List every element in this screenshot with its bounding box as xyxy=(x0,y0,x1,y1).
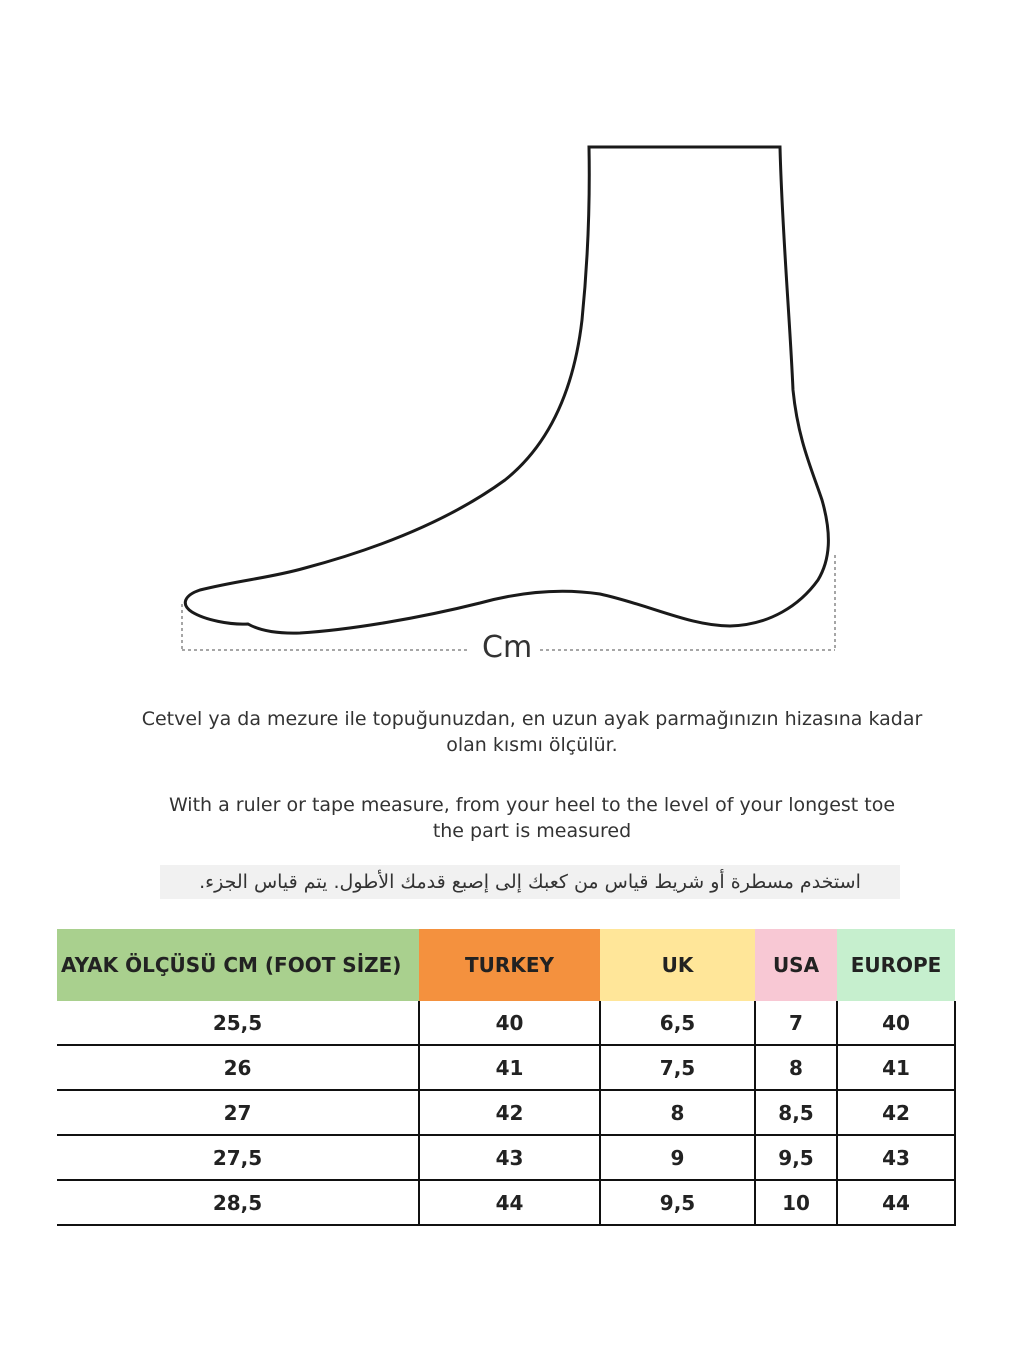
cell-uk: 6,5 xyxy=(600,1001,755,1045)
cell-europe: 41 xyxy=(837,1045,955,1090)
foot-outline xyxy=(185,147,828,633)
cell-europe: 40 xyxy=(837,1001,955,1045)
cell-foot: 27,5 xyxy=(57,1135,419,1180)
cell-usa: 8,5 xyxy=(755,1090,837,1135)
cell-turkey: 44 xyxy=(419,1180,600,1225)
table-row xyxy=(57,1001,955,1045)
cell-uk: 8 xyxy=(600,1090,755,1135)
header-europe: EUROPE xyxy=(837,929,955,1001)
header-uk: UK xyxy=(600,929,755,1001)
cell-usa: 7 xyxy=(755,1001,837,1045)
cell-turkey: 42 xyxy=(419,1090,600,1135)
cell-foot: 26 xyxy=(57,1045,419,1090)
cell-foot: 27 xyxy=(57,1090,419,1135)
instruction-turkish xyxy=(0,706,1020,758)
table-row xyxy=(57,1045,955,1090)
cell-foot: 28,5 xyxy=(57,1180,419,1225)
instruction-turkish-line2: olan kısmı ölçülür. xyxy=(446,734,618,756)
instruction-english-line1: With a ruler or tape measure, from your heel to the level of your longest toe xyxy=(168,794,896,816)
instruction-english-line2: the part is measured xyxy=(432,820,632,842)
cell-usa: 10 xyxy=(755,1180,837,1225)
cell-uk: 9 xyxy=(600,1135,755,1180)
instruction-arabic: استخدم مسطرة أو شريط قياس من كعبك إلى إصبع قدمك الأطول. يتم قياس الجزء. xyxy=(160,865,900,899)
instruction-turkish-line1: Cetvel ya da mezure ile topuğunuzdan, en uzun ayak parmağınızın hizasına kadar xyxy=(141,708,923,730)
cell-turkey: 43 xyxy=(419,1135,600,1180)
header-usa: USA xyxy=(755,929,837,1001)
header-turkey: TURKEY xyxy=(419,929,600,1001)
table-row xyxy=(57,1135,955,1180)
cell-turkey: 41 xyxy=(419,1045,600,1090)
cell-uk: 7,5 xyxy=(600,1045,755,1090)
table-header-row xyxy=(57,929,955,1001)
cell-uk: 9,5 xyxy=(600,1180,755,1225)
header-foot-size: AYAK ÖLÇÜSÜ CM (FOOT SİZE) xyxy=(57,929,419,1001)
table-row xyxy=(57,1180,955,1225)
instruction-english xyxy=(0,792,1020,844)
cell-europe: 43 xyxy=(837,1135,955,1180)
table-row xyxy=(57,1090,955,1135)
cell-europe: 42 xyxy=(837,1090,955,1135)
size-chart-table xyxy=(57,929,956,1226)
measure-label: Cm xyxy=(478,630,536,665)
cell-usa: 8 xyxy=(755,1045,837,1090)
cell-foot: 25,5 xyxy=(57,1001,419,1045)
cell-europe: 44 xyxy=(837,1180,955,1225)
cell-turkey: 40 xyxy=(419,1001,600,1045)
cell-usa: 9,5 xyxy=(755,1135,837,1180)
